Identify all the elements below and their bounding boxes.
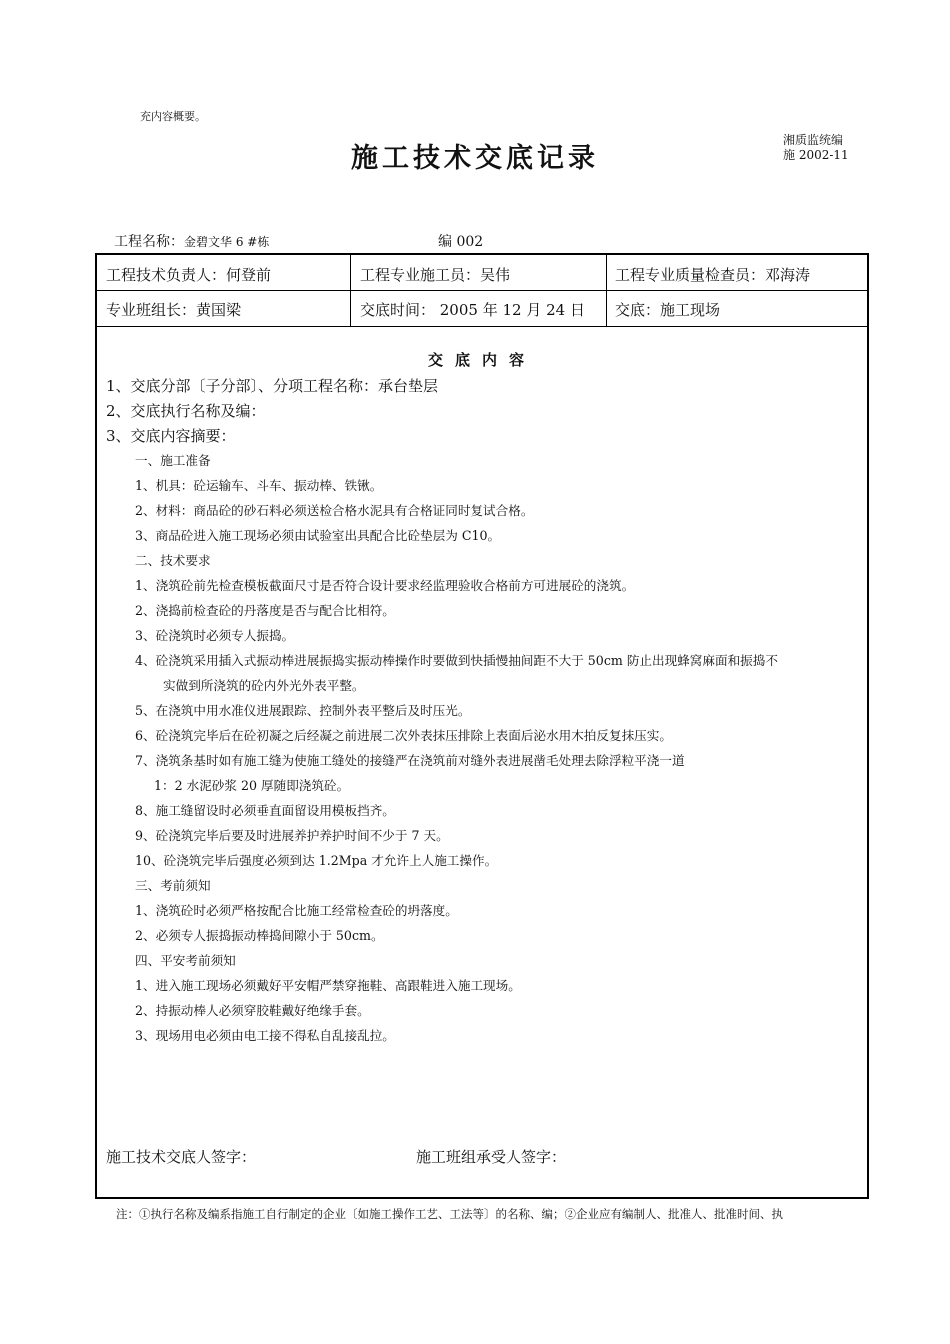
section-heading: 四、平安考前须知 xyxy=(135,953,236,968)
project-name xyxy=(114,231,269,251)
technical-lead-cell: 工程技术负责人：何登前 xyxy=(106,266,272,284)
quality-inspector-cell: 工程专业质量检查员：邓海涛 xyxy=(615,266,811,284)
content-line: 1、进入施工现场必须戴好平安帽严禁穿拖鞋、高跟鞋进入施工现场。 xyxy=(135,978,521,993)
discloser-signature-label: 施工技术交底人签字： xyxy=(106,1148,257,1166)
content-heading: 交底内容 xyxy=(427,351,536,369)
footnote: 注：①执行名称及编系指施工自行制定的企业〔如施工操作工艺、工法等〕的名称、编；②企业应有编制人、批准人、批准时间、执 xyxy=(116,1207,783,1221)
content-line: 3、现场用电必须由电工接不得私自乱接乱拉。 xyxy=(135,1028,395,1043)
section-heading: 二、技术要求 xyxy=(135,553,211,568)
content-item: 1、交底分部〔子分部〕、分项工程名称：承台垫层 xyxy=(106,377,439,395)
record-number: 编 002 xyxy=(438,234,484,250)
content-line: 2、材料：商品砼的砂石料必须送检合格水泥具有合格证同时复试合格。 xyxy=(135,503,534,518)
table-divider xyxy=(97,290,867,291)
content-line: 3、商品砼进入施工现场必须由试验室出具配合比砼垫层为 C10。 xyxy=(135,528,501,543)
content-line: 1、浇筑砼时必须严格按配合比施工经常检查砼的坍落度。 xyxy=(135,903,458,918)
section-heading: 一、施工准备 xyxy=(135,453,211,468)
content-line: 5、在浇筑中用水准仪进展跟踪、控制外表平整后及时压光。 xyxy=(135,703,471,718)
disclosure-time-cell: 交底时间： 2005 年 12 月 24 日 xyxy=(360,301,585,319)
table-divider xyxy=(97,326,867,327)
content-line: 8、施工缝留设时必须垂直面留设用模板挡齐。 xyxy=(135,803,395,818)
project-name-label: 工程名称： xyxy=(114,234,184,250)
content-line: 7、浇筑条基时如有施工缝为使施工缝处的接缝严在浇筑前对缝外表进展凿毛处理去除浮粒平浇一道 xyxy=(135,753,685,768)
form-code-line1: 湘质监统编 xyxy=(783,133,844,147)
content-line: 2、浇捣前检查砼的丹落度是否与配合比相符。 xyxy=(135,603,395,618)
content-item: 2、交底执行名称及编： xyxy=(106,402,266,420)
project-name-value: 金碧文华 6 #栋 xyxy=(184,235,270,249)
content-line: 1：2 水泥砂浆 20 厚随即浇筑砼。 xyxy=(154,778,350,793)
constructor-cell: 工程专业施工员：吴伟 xyxy=(360,266,511,284)
content-line: 2、持振动棒人必须穿胶鞋戴好绝缘手套。 xyxy=(135,1003,370,1018)
content-item: 3、交底内容摘要： xyxy=(106,427,236,445)
form-code-line2: 施 2002-11 xyxy=(783,148,849,162)
content-line: 10、砼浇筑完毕后强度必须到达 1.2Mpa 才允许上人施工操作。 xyxy=(135,853,498,868)
table-divider xyxy=(606,255,607,326)
content-line: 1、机具：砼运输车、斗车、振动棒、铁锹。 xyxy=(135,478,383,493)
record-table xyxy=(95,253,869,1199)
table-divider xyxy=(350,255,351,326)
team-leader-cell: 专业班组长：黄国梁 xyxy=(106,301,242,319)
content-line: 6、砼浇筑完毕后在砼初凝之后经凝之前进展二次外表抹压排除上表面后泌水用木拍反复抹压实。 xyxy=(135,728,672,743)
form-code xyxy=(783,133,849,163)
content-line: 4、砼浇筑采用插入式振动棒进展振捣实振动棒操作时要做到快插慢抽间距不大于 50cm 防止出现蜂窝麻面和振捣不 xyxy=(135,653,778,668)
content-line: 1、浇筑砼前先检查模板截面尺寸是否符合设计要求经监理验收合格前方可进展砼的浇筑。 xyxy=(135,578,635,593)
content-line: 9、砼浇筑完毕后要及时进展养护养护时间不少于 7 天。 xyxy=(135,828,449,843)
disclosure-place-cell: 交底：施工现场 xyxy=(615,301,721,319)
header-note: 充内容概要。 xyxy=(140,110,206,123)
content-line: 实做到所浇筑的砼内外光外表平整。 xyxy=(163,678,365,693)
content-line: 3、砼浇筑时必须专人振捣。 xyxy=(135,628,295,643)
content-line: 2、必须专人振捣振动棒捣间隙小于 50cm。 xyxy=(135,928,384,943)
section-heading: 三、考前须知 xyxy=(135,878,211,893)
page-title: 施工技术交底记录 xyxy=(351,143,599,174)
receiver-signature-label: 施工班组承受人签字： xyxy=(416,1148,567,1166)
